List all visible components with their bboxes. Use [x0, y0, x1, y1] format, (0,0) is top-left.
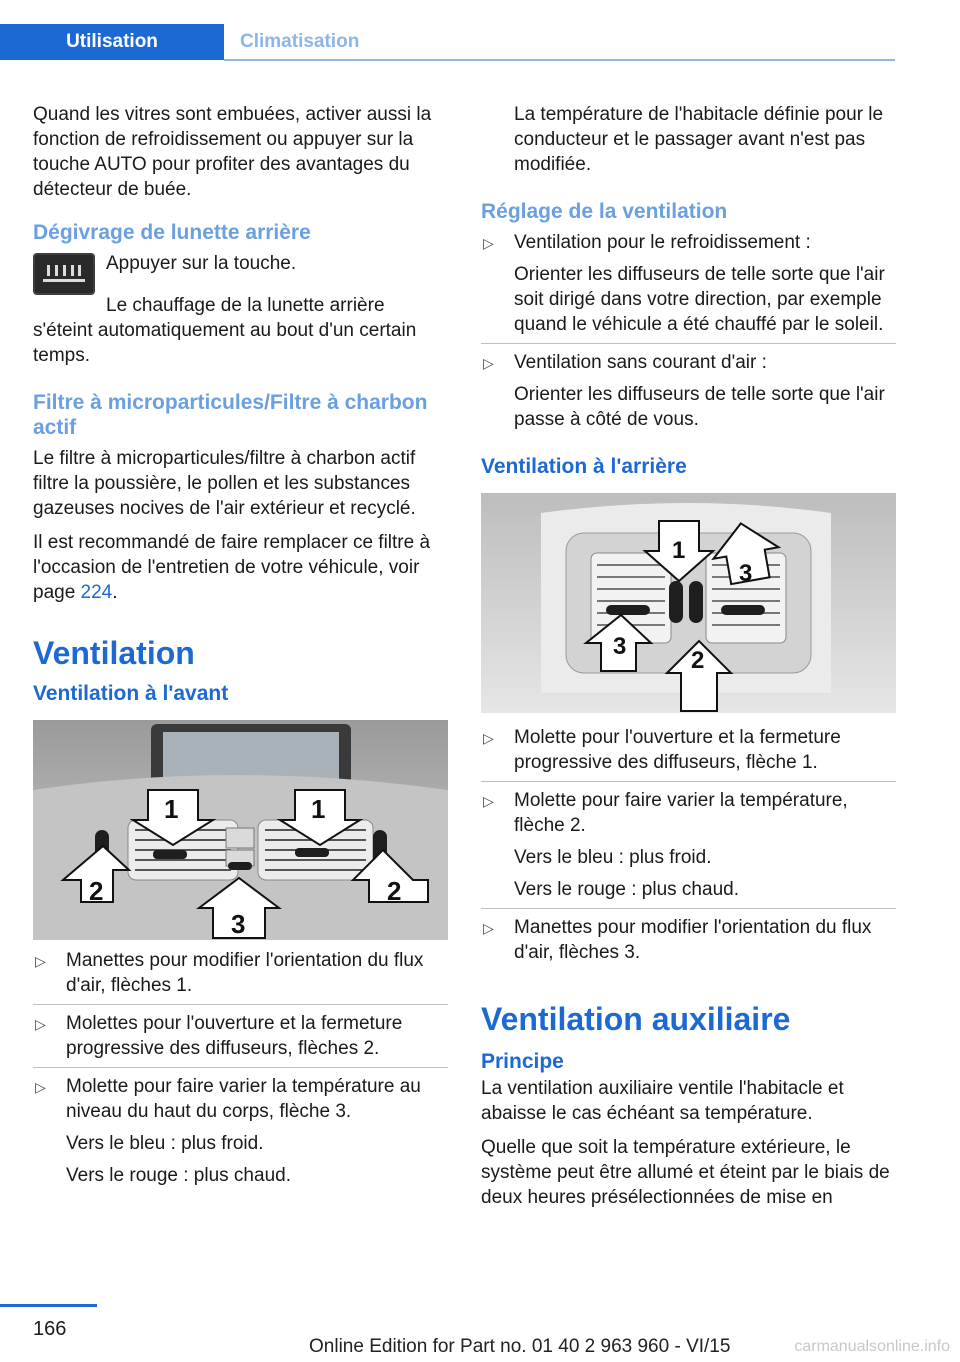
tab-climatisation[interactable]: Climatisation — [240, 31, 360, 52]
footer-rule — [0, 1304, 97, 1307]
rear-label-3a: 3 — [739, 560, 753, 587]
page-number: 166 — [33, 1318, 67, 1340]
list-item — [481, 915, 896, 965]
watermark: carmanualsonline.info — [794, 1338, 950, 1355]
defrost-section — [33, 251, 448, 301]
triangle-bullet-icon: ▷ — [35, 953, 46, 969]
list-item-text: Ventilation pour le refroidissement : — [514, 232, 811, 253]
aux-ventilation-heading: Ventilation auxiliaire — [481, 1001, 791, 1037]
list-divider — [481, 343, 896, 344]
rear-vents-figure — [481, 493, 896, 713]
front-label-2b: 2 — [387, 876, 402, 906]
list-item-text: Molette pour l'ouverture et la fermeture progressive des diffuseurs, flèche 1. — [514, 727, 841, 773]
defrost-note: Le chauffage de la lunette arrière s'éteint automatiquement au bout d'un certain temps. — [33, 295, 417, 366]
list-item — [481, 350, 896, 432]
front-label-1a: 1 — [164, 794, 179, 824]
triangle-bullet-icon: ▷ — [483, 730, 494, 746]
left-column — [33, 102, 448, 1188]
list-item-sub-1: Vers le bleu : plus froid. — [514, 847, 712, 868]
filter-paragraph-2 — [33, 530, 448, 605]
front-ventilation-heading: Ventilation à l'avant — [33, 682, 229, 705]
filter-paragraph-2-text: Il est recommandé de faire remplacer ce filtre à l'occasion de l'entretien de votre véhicule, voir page — [33, 532, 431, 603]
tab-utilisation[interactable]: Utilisation — [0, 24, 224, 60]
filter-paragraph-1: Le filtre à microparticules/filtre à charbon actif filtre la poussière, le pollen et les substances gazeuses nocives de l'air extérieur et recyclé. — [33, 448, 416, 519]
page-header — [0, 24, 895, 62]
triangle-bullet-icon: ▷ — [483, 920, 494, 936]
list-item — [33, 1011, 448, 1061]
filter-paragraph-2-end: . — [112, 582, 118, 603]
rear-label-3b: 3 — [613, 633, 627, 660]
front-vents-figure — [33, 720, 448, 940]
principe-heading: Principe — [481, 1050, 564, 1073]
list-item-sub: Orienter les diffuseurs de telle sorte que l'air soit dirigé dans votre direction, par exemple quand le véhicule a été chauffé par le soleil. — [514, 264, 885, 335]
list-item-text: Ventilation sans courant d'air : — [514, 352, 767, 373]
rear-vent-list — [481, 725, 896, 965]
front-label-1b: 1 — [311, 794, 326, 824]
list-divider — [481, 908, 896, 909]
right-column — [481, 102, 896, 1219]
reglage-list — [481, 230, 896, 432]
list-item-text: Molettes pour l'ouverture et la fermeture progressive des diffuseurs, flèches 2. — [66, 1013, 403, 1059]
aux-paragraph-2: Quelle que soit la température extérieure, le système peut être allumé et éteint par le biais de deux heures présélectionnées de mise en — [481, 1137, 890, 1208]
ventilation-heading: Ventilation — [33, 635, 195, 671]
triangle-bullet-icon: ▷ — [483, 355, 494, 371]
list-item-sub-1: Vers le bleu : plus froid. — [66, 1133, 264, 1154]
rear-ventilation-heading: Ventilation à l'arrière — [481, 455, 687, 478]
list-item-text: Molette pour faire varier la température, flèche 2. — [514, 790, 848, 836]
triangle-bullet-icon: ▷ — [35, 1016, 46, 1032]
list-item — [481, 725, 896, 775]
list-divider — [33, 1004, 448, 1005]
temperature-note: La température de l'habitacle définie pour le conducteur et le passager avant n'est pas modifiée. — [514, 104, 884, 175]
front-label-3: 3 — [231, 909, 246, 939]
list-item — [33, 1074, 448, 1188]
filter-heading: Filtre à microparticules/Filtre à charbon actif — [33, 391, 428, 439]
rear-label-2: 2 — [691, 647, 705, 674]
reglage-heading: Réglage de la ventilation — [481, 200, 728, 223]
front-label-2a: 2 — [89, 876, 104, 906]
intro-paragraph: Quand les vitres sont embuées, activer aussi la fonction de refroidissement ou appuyer sur la touche AUTO pour profiter des avantages du détecteur de buée. — [33, 104, 432, 200]
header-divider — [224, 59, 895, 61]
list-item — [481, 230, 896, 337]
list-item-sub-2: Vers le rouge : plus chaud. — [514, 879, 739, 900]
triangle-bullet-icon: ▷ — [35, 1079, 46, 1095]
list-item-text: Manettes pour modifier l'orientation du flux d'air, flèches 1. — [66, 950, 424, 996]
list-item — [33, 948, 448, 998]
defrost-heading: Dégivrage de lunette arrière — [33, 221, 311, 244]
list-divider — [33, 1067, 448, 1068]
list-item-text: Molette pour faire varier la température au niveau du haut du corps, flèche 3. — [66, 1076, 421, 1122]
rear-label-1: 1 — [672, 537, 686, 564]
rear-defrost-button-icon — [33, 253, 95, 295]
defrost-instruction: Appuyer sur la touche. — [106, 253, 297, 274]
list-item — [481, 788, 896, 902]
list-divider — [481, 781, 896, 782]
triangle-bullet-icon: ▷ — [483, 235, 494, 251]
page-link-224[interactable]: 224 — [80, 582, 113, 603]
list-item-sub-2: Vers le rouge : plus chaud. — [66, 1165, 291, 1186]
list-item-sub: Orienter les diffuseurs de telle sorte que l'air passe à côté de vous. — [514, 384, 885, 430]
triangle-bullet-icon: ▷ — [483, 793, 494, 809]
edition-note: Online Edition for Part no. 01 40 2 963 960 - VI/15 — [309, 1336, 731, 1357]
front-vent-list — [33, 948, 448, 1188]
list-item-text: Manettes pour modifier l'orientation du flux d'air, flèches 3. — [514, 917, 872, 963]
aux-paragraph-1: La ventilation auxiliaire ventile l'habitacle et abaisse le cas échéant sa température. — [481, 1078, 844, 1124]
